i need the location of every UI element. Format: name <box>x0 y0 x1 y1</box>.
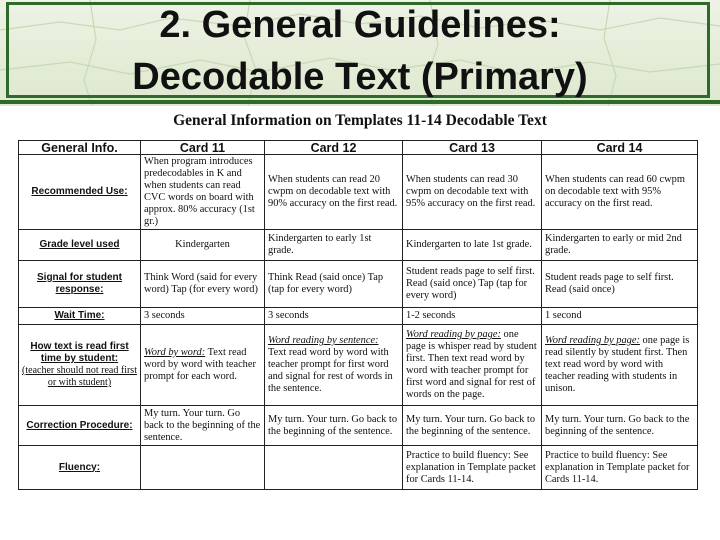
column-header: Card 14 <box>542 141 698 155</box>
table-cell: 3 seconds <box>141 308 265 325</box>
table-cell: Kindergarten <box>141 230 265 261</box>
slide-header <box>0 0 720 106</box>
table-cell: 3 seconds <box>265 308 403 325</box>
row-label: How text is read first time by student: (teacher should not read first or with student) <box>19 325 141 406</box>
table-cell: When program introduces predecodables in K and when students can read CVC words on board with approx. 80% accuracy (1st gr.) <box>141 155 265 230</box>
table-row <box>19 261 698 308</box>
table-cell: My turn. Your turn. Go back to the beginning of the sentence. <box>542 406 698 446</box>
table-cell: When students can read 20 cwpm on decodable text with 90% accuracy on the first read. <box>265 155 403 230</box>
table-cell: Word by word: Text read word by word with teacher prompt for each word. <box>141 325 265 406</box>
slide-title-line-1: 2. General Guidelines: <box>159 4 561 46</box>
table-cell: My turn. Your turn. Go back to the beginning of the sentence. <box>403 406 542 446</box>
row-label-note: (teacher should not read first or with student) <box>22 365 137 388</box>
table-cell: Word reading by page: one page is read silently by student first. Then text read word by word with teacher reading with students in unison. <box>542 325 698 406</box>
table-header-row <box>19 141 698 155</box>
table-cell: Student reads page to self first. Read (said once) <box>542 261 698 308</box>
table-cell: 1 second <box>542 308 698 325</box>
table-row <box>19 155 698 230</box>
row-label: Fluency: <box>19 446 141 490</box>
table-cell: Practice to build fluency: See explanation in Template packet for Cards 11-14. <box>403 446 542 490</box>
table-cell: Kindergarten to early or mid 2nd grade. <box>542 230 698 261</box>
row-label: Signal for student response: <box>19 261 141 308</box>
table-cell: Think Read (said once) Tap (tap for every word) <box>265 261 403 308</box>
table-cell: Word reading by sentence: Text read word by word with teacher prompt for first word and signal for rest of words in the sentence. <box>265 325 403 406</box>
row-label: Correction Procedure: <box>19 406 141 446</box>
header-divider <box>0 100 720 104</box>
row-label: Recommended Use: <box>19 155 141 230</box>
column-header: Card 13 <box>403 141 542 155</box>
slide-title-line-2: Decodable Text (Primary) <box>132 56 588 98</box>
table-row <box>19 406 698 446</box>
table-cell: Word reading by page: one page is whisper read by student first. Then text read word by word with teacher prompt for first word and signal for rest of words on the page. <box>403 325 542 406</box>
column-header: Card 12 <box>265 141 403 155</box>
table-cell <box>141 446 265 490</box>
table-row <box>19 230 698 261</box>
row-label: Grade level used <box>19 230 141 261</box>
table-cell: Kindergarten to late 1st grade. <box>403 230 542 261</box>
table-cell: My turn. Your turn. Go back to the beginning of the sentence. <box>265 406 403 446</box>
table-cell: When students can read 60 cwpm on decodable text with 95% accuracy on the first read. <box>542 155 698 230</box>
column-header: Card 11 <box>141 141 265 155</box>
row-label: Wait Time: <box>19 308 141 325</box>
table-cell: My turn. Your turn. Go back to the beginning of the sentence. <box>141 406 265 446</box>
table-row <box>19 325 698 406</box>
document-heading: General Information on Templates 11-14 Decodable Text <box>173 112 547 129</box>
table-row <box>19 446 698 490</box>
column-header: General Info. <box>19 141 141 155</box>
table-cell: When students can read 30 cwpm on decodable text with 95% accuracy on the first read. <box>403 155 542 230</box>
table-row <box>19 308 698 325</box>
table-cell: 1-2 seconds <box>403 308 542 325</box>
guidelines-table <box>18 140 698 490</box>
table-cell: Practice to build fluency: See explanation in Template packet for Cards 11-14. <box>542 446 698 490</box>
table-cell: Kindergarten to early 1st grade. <box>265 230 403 261</box>
table-cell: Student reads page to self first. Read (said once) Tap (tap for every word) <box>403 261 542 308</box>
table-cell <box>265 446 403 490</box>
table-cell: Think Word (said for every word) Tap (for every word) <box>141 261 265 308</box>
